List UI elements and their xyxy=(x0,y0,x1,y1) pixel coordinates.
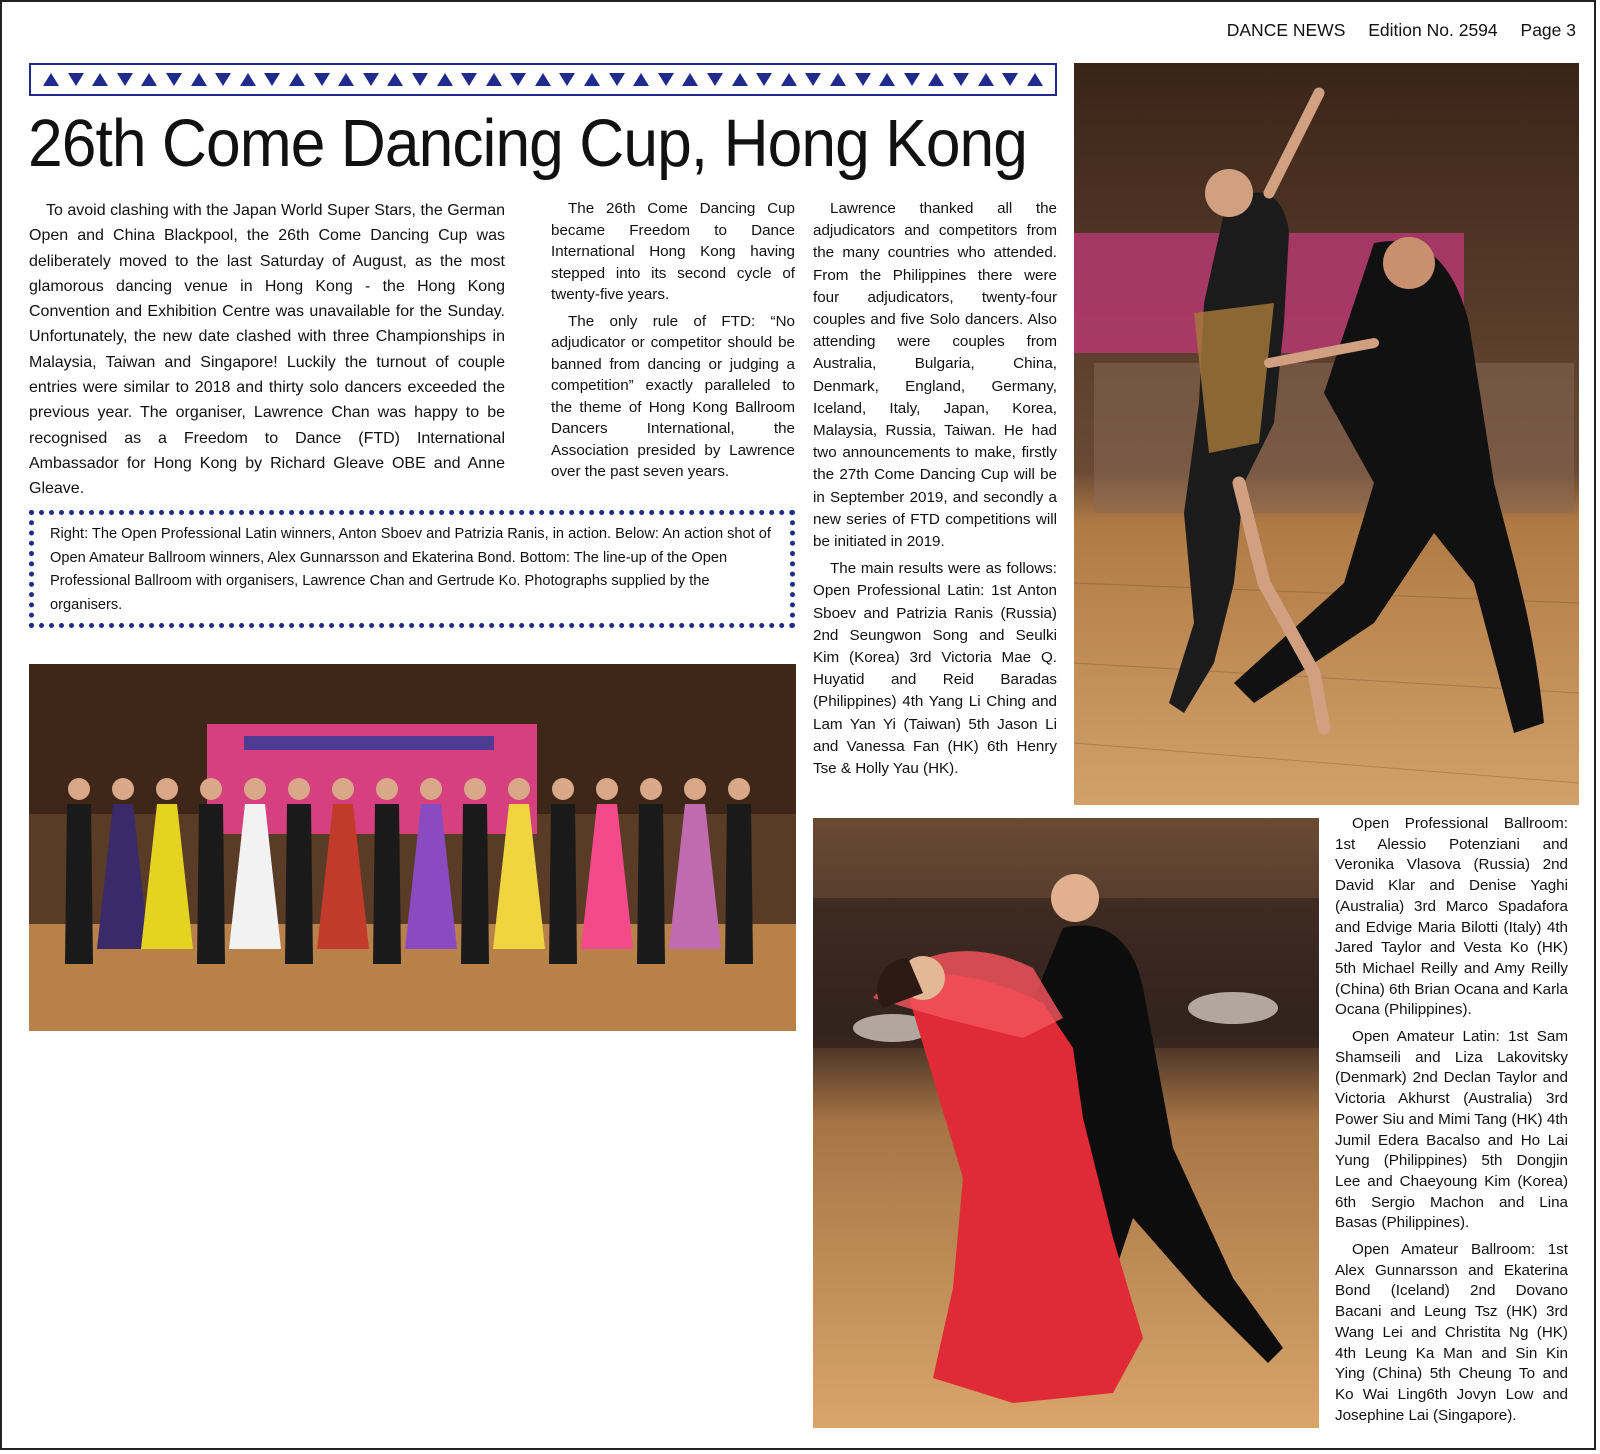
decorative-triangle xyxy=(978,73,994,86)
decorative-triangle xyxy=(732,73,748,86)
lineup-figure-head xyxy=(596,778,618,800)
decorative-triangle xyxy=(855,73,871,86)
decorative-triangle xyxy=(756,73,772,86)
lineup-figure-head xyxy=(420,778,442,800)
decorative-triangle xyxy=(141,73,157,86)
decorative-triangle xyxy=(953,73,969,86)
lineup-figure-head xyxy=(200,778,222,800)
paragraph: Open Amateur Latin: 1st Sam Shamseili and Liza Lakovitsky (Denmark) 2nd Declan Taylor and Victoria Akhurst (Australia) 3rd Power Siu and Mimi Tang (HK) 4th Jumil Edera Bacalso and Ho Lai Yung (Philippines) 5th Dongjin Lee and Chaeyoung Kim (Korea) 6th Sergio Machon and Lina Basas (Philippines). xyxy=(1335,1028,1568,1232)
lineup-figure-head xyxy=(464,778,486,800)
lineup-figure-head xyxy=(332,778,354,800)
decorative-triangle xyxy=(437,73,453,86)
decorative-triangle xyxy=(338,73,354,86)
lineup-figure-head xyxy=(376,778,398,800)
lineup-figure-head xyxy=(68,778,90,800)
decorative-triangle xyxy=(387,73,403,86)
paragraph: The 26th Come Dancing Cup became Freedom to Dance International Hong Kong having stepped into its second cycle of twenty-five years. xyxy=(551,200,795,303)
decorative-triangle xyxy=(1002,73,1018,86)
decorative-triangle xyxy=(781,73,797,86)
lineup-figure-head xyxy=(112,778,134,800)
lineup-figure xyxy=(285,804,313,964)
decorative-triangle-border xyxy=(29,63,1057,96)
decorative-triangle xyxy=(314,73,330,86)
lineup-figure xyxy=(461,804,489,964)
lineup-figure-head xyxy=(640,778,662,800)
decorative-triangle xyxy=(633,73,649,86)
lineup-figure-head xyxy=(684,778,706,800)
article-column-1 xyxy=(29,198,505,507)
lineup-figure xyxy=(725,804,753,964)
lineup-figure xyxy=(197,804,225,964)
article-column-3 xyxy=(813,198,1057,785)
decorative-triangle xyxy=(363,73,379,86)
decorative-triangle xyxy=(461,73,477,86)
decorative-triangle xyxy=(707,73,723,86)
lineup-figure xyxy=(373,804,401,964)
decorative-triangle xyxy=(117,73,133,86)
decorative-triangle xyxy=(486,73,502,86)
lineup-figure-head xyxy=(288,778,310,800)
decorative-triangle xyxy=(215,73,231,86)
decorative-triangle xyxy=(240,73,256,86)
decorative-triangle xyxy=(510,73,526,86)
paragraph: Open Professional Ballroom: 1st Alessio Potenziani and Veronika Vlasova (Russia) 2nd David Klar and Denise Yaghi (Australia) 3rd Marco Spadafora and Edvige Maria Bilotti (Italy) 4th Jared Taylor and Vesta Ko (HK) 5th Michael Reilly and Amy Reilly (China) 6th Brian Ocana and Karla Ocana (Philippines). xyxy=(1335,815,1569,1019)
publication-name: DANCE NEWS xyxy=(1226,20,1346,40)
decorative-triangle xyxy=(264,73,280,86)
lineup-figure-head xyxy=(156,778,178,800)
decorative-triangle xyxy=(609,73,625,86)
article-column-2 xyxy=(551,198,795,488)
decorative-triangle xyxy=(830,73,846,86)
decorative-triangle xyxy=(1027,73,1043,86)
decorative-triangle xyxy=(43,73,59,86)
decorative-triangle xyxy=(166,73,182,86)
paragraph: The only rule of FTD: “No adjudicator or competitor should be banned from dancing or judging a competition” exactly paralleled to the theme of Hong Kong Ballroom Dancers International, the Association presided by Lawrence over the past seven years. xyxy=(551,312,795,480)
decorative-triangle xyxy=(412,73,428,86)
page-number: Page 3 xyxy=(1520,20,1576,40)
latin-winners-photo xyxy=(1074,63,1579,805)
lineup-figure xyxy=(637,804,665,964)
decorative-triangle xyxy=(559,73,575,86)
lineup-figure xyxy=(549,804,577,964)
paragraph: The main results were as follows: Open Professional Latin: 1st Anton Sboev and Patrizia Ranis (Russia) 2nd Seungwon Song and Seulki Kim (Korea) 3rd Victoria Mae Q. Huyatid and Reid Baradas (Philippines) 4th Yang Li Ching and Lam Yan Yi (Taiwan) 5th Jason Li and Vanessa Fan (HK) 6th Henry Tse & Holly Yau (HK). xyxy=(813,560,1057,778)
decorative-triangle xyxy=(805,73,821,86)
lineup-figure-head xyxy=(552,778,574,800)
decorative-triangle xyxy=(658,73,674,86)
paragraph: To avoid clashing with the Japan World Super Stars, the German Open and China Blackpool, the 26th Come Dancing Cup was deliberately moved to the last Saturday of August, as the most glamorous dancing venue in Hong Kong - the Hong Kong Convention and Exhibition Centre was unavailable for the Sunday. Unfortunately, the new date clashed with three Championships in Malaysia, Taiwan and Singapore! Luckily the turnout of couple entries were similar to 2018 and thirty solo dancers exceeded the previous year. The organiser, Lawrence Chan was happy to be recognised as a Freedom to Dance (FTD) International Ambassador for Hong Kong by Richard Gleave OBE and Anne Gleave. xyxy=(29,202,505,498)
photo-caption-box xyxy=(29,510,795,628)
decorative-triangle xyxy=(535,73,551,86)
ballroom-lineup-photo xyxy=(29,664,796,1031)
lineup-figure-head xyxy=(508,778,530,800)
decorative-triangle xyxy=(68,73,84,86)
lineup-figure xyxy=(65,804,93,964)
decorative-triangle xyxy=(584,73,600,86)
decorative-triangle xyxy=(682,73,698,86)
article-column-4 xyxy=(1335,814,1568,1432)
edition-number: Edition No. 2594 xyxy=(1368,20,1498,40)
decorative-triangle xyxy=(904,73,920,86)
decorative-triangle xyxy=(928,73,944,86)
lineup-figure-head xyxy=(728,778,750,800)
amateur-ballroom-winners-photo xyxy=(813,818,1319,1428)
masthead xyxy=(1209,20,1576,41)
lineup-figure-head xyxy=(244,778,266,800)
decorative-triangle xyxy=(92,73,108,86)
decorative-triangle xyxy=(879,73,895,86)
paragraph: Open Amateur Ballroom: 1st Alex Gunnarsson and Ekaterina Bond (Iceland) 2nd Dovano Bacani and Leung Tsz (HK) 3rd Wang Lei and Christita Ng (HK) 4th Leung Ka Man and Sin Kin Ying (China) 5th Cheung To and Ko Wai Ling6th Jovyn Low and Josephine Lai (Singapore). xyxy=(1335,1241,1568,1424)
decorative-triangle xyxy=(289,73,305,86)
photo-caption: Right: The Open Professional Latin winners, Anton Sboev and Patrizia Ranis, in action. Below: An action shot of Open Amateur Ballroom winners, Alex Gunnarsson and Ekaterina Bond. Bottom: The line-up of the Open Professional Ballroom with organisers, Lawrence Chan and Gertrude Ko. Photographs supplied by the organisers. xyxy=(50,526,771,613)
paragraph: Lawrence thanked all the adjudicators and competitors from the many countries who attended. From the Philippines there were four adjudicators, twenty-four couples and five Solo dancers. Also attending were couples from Australia, Bulgaria, China, Denmark, England, Germany, Iceland, Italy, Japan, Korea, Malaysia, Russia, Taiwan. He had two announcements to make, firstly the 27th Come Dancing Cup will be in September 2019, and secondly a new series of FTD competitions will be initiated in 2019. xyxy=(813,200,1057,551)
decorative-triangle xyxy=(191,73,207,86)
article-headline: 26th Come Dancing Cup, Hong Kong xyxy=(28,106,1027,181)
